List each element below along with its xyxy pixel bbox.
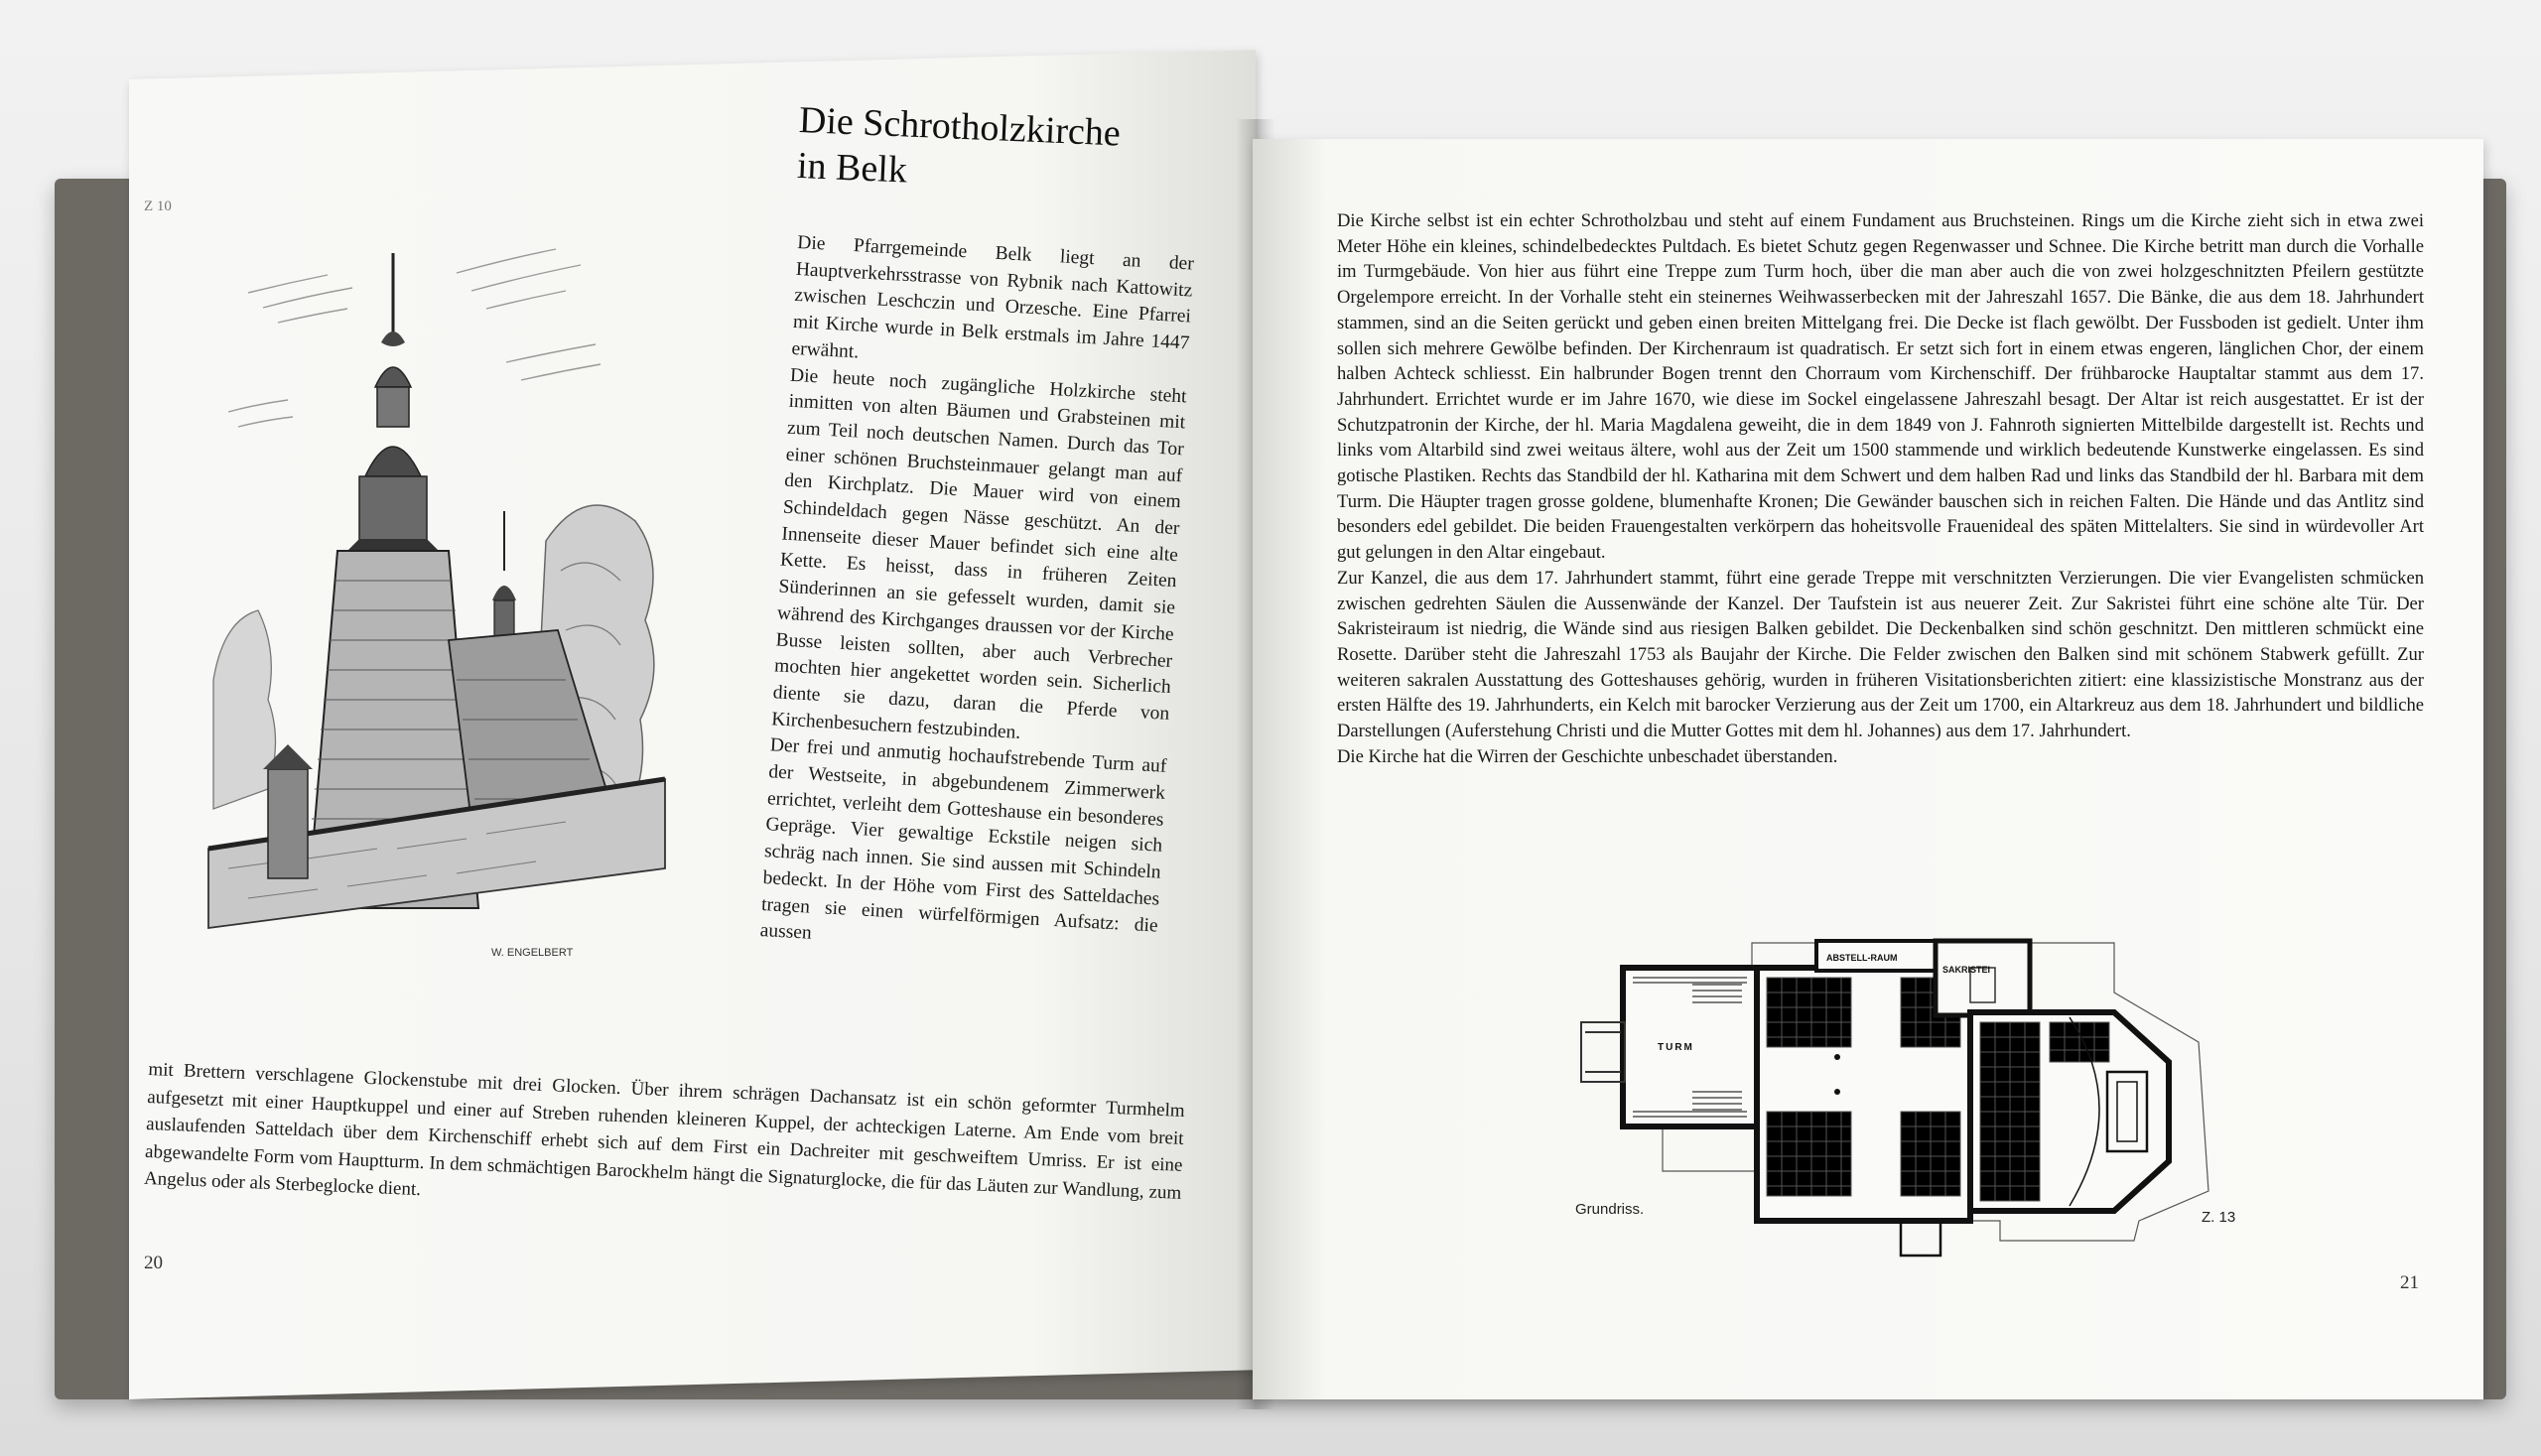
- page-title: [796, 97, 1236, 206]
- right-page-text: [1337, 208, 2424, 769]
- title-line-1: Die Schrotholzkirche: [798, 98, 1122, 155]
- paragraph: Die heute noch zugängliche Holzkirche steht inmitten von alten Bäumen und Grabsteinen mit zum Teil noch deutschen Namen. Durch das Tor einer schönen Bruchsteinmauer gelangt man auf den Kirchplatz. Die Mauer wird von einem Schindeldach gegen Nässe geschützt. An der Innenseite dieser Mauer befindet sich eine alte Kette. Es heisst, dass in früheren Zeiten Sünderinnen an sie gefesselt wurden, damit sie während des Kirchganges draussen vor der Kirche Busse leisten sollten, aber auch Verbrecher mochten hier angekettet worden sein. Sicherlich diente sie dazu, daran die Pferde von Kirchenbesuchern festzubinden.: [770, 364, 1188, 743]
- room-label-abstellraum: ABSTELL-RAUM: [1826, 953, 1898, 963]
- left-column-text: [759, 230, 1194, 967]
- page-number-right: 21: [2400, 1272, 2419, 1293]
- marginal-mark: Z 10: [144, 199, 172, 214]
- church-sketch: [189, 213, 675, 968]
- page-number-left: 20: [144, 1253, 163, 1273]
- paragraph: Zur Kanzel, die aus dem 17. Jahrhundert stammt, führt eine gerade Treppe mit verschnitzten Verzierungen. Die vier Evangelisten schmücken zwischen gedrehten Säulen die Aussenwände der Kanzel. Der Taufstein ist aus neuerer Zeit. Zur Sakristei führt eine schöne alte Tür. Der Sakristeiraum ist niedrig, die Wände sind aus riesigen Balken gebildet. Die Deckenbalken sind schön geschnitzt. Den mittleren schmückt eine Rosette. Darüber steht die Jahreszahl 1753 als Baujahr der Kirche. Die Felder zwischen den Balken sind mit schönem Stabwerk gefüllt. Zur weiteren sakralen Ausstattung des Gotteshauses gehörig, wurden in früheren Visitationsberichten zitiert: eine klassizistische Monstranz aus der ersten Hälfte des 19. Jahrhunderts, ein Kelch mit barocker Verzierung aus der Zeit um 1700, ein Altarkreuz aus dem 18. Jahrhundert und bildliche Darstellungen (Auferstehung Christi und die Mutter Gottes mit dem hl. Johannes) aus dem 17. Jahrhundert.: [1337, 567, 2424, 742]
- paragraph: Der frei und anmutig hochaufstrebende Turm auf der Westseite, in abgebundenem Zimmerwerk errichtet, verleiht dem Gotteshause ein besonderes Gepräge. Vier gewaltige Eckstile neigen sich schräg nach innen. Sie sind aussen mit Schindeln bedeckt. In der Höhe vom First des Satteldaches tragen sie einen würfelförmigen Aufsatz: die aussen: [759, 734, 1167, 945]
- paragraph: mit Brettern verschlagene Glockenstube mit drei Glocken. Über ihrem schrägen Dachansatz ist ein schön geformter Turmhelm aufgesetzt mit einer Hauptkuppel und einer auf Streben ruhenden kleineren Kuppel, der achteckigen Laterne. Am Ende vom breit auslaufenden Satteldach über dem Kirchenschiff erhebt sich auf dem First ein Dachreiter mit geschweiftem Umriss. Er ist eine abgewandelte Form vom Hauptturm. In dem schmächtigen Barockhelm hängt die Signaturglocke, die für das Läuten zur Wandlung, zum Angelus oder als Sterbeglocke dient.: [143, 1058, 1186, 1204]
- paragraph: Die Kirche hat die Wirren der Geschichte unbeschadet überstanden.: [1337, 745, 1838, 767]
- floor-plan: [1573, 923, 2218, 1260]
- room-label-turm: TURM: [1658, 1042, 1694, 1053]
- room-label-sakristei: SAKRISTEI: [1942, 965, 1991, 975]
- figure-reference: Z. 13: [2202, 1209, 2236, 1226]
- title-line-2: in Belk: [796, 144, 908, 192]
- floorplan-caption: Grundriss.: [1575, 1201, 1645, 1218]
- drawing-signature: W. ENGELBERT: [491, 947, 574, 959]
- paragraph: Die Kirche selbst ist ein echter Schrotholzbau und steht auf einem Fundament aus Bruchsteinen. Rings um die Kirche zieht sich in etwa zwei Meter Höhe ein kleines, schindelbedecktes Pultdach. Es bietet Schutz gegen Regenwasser und Schnee. Die Kirche betritt man durch die Vorhalle im Turmgebäude. Von hier aus führt eine Treppe zum Turm hoch, über die man aber auch die von zwei holzgeschnitzten Pfeilern gestützte Orgelempore erreicht. In der Vorhalle steht ein steinernes Weihwasserbecken mit der Jahreszahl 1657. Die Bänke, die aus dem 18. Jahrhundert stammen, sind an die Seiten gerückt und geben einen breiten Mittelgang frei. Die Decke ist flach gewölbt. Der Fussboden ist gedielt. Unter ihm sollen sich mehrere Gewölbe befinden. Der Kirchenraum ist quadratisch. Er setzt sich fort in einem etwas engeren, länglichen Chor, der einem halben Achteck schliesst. Ein halbrunder Bogen trennt den Chorraum vom Kirchenschiff. Der frühbarocke Hauptaltar stammt aus dem 17. Jahrhundert. Errichtet wurde er im Jahre 1670, wie diese im Sockel eingelassene Jahreszahl besagt. Der Altar ist reich ausgestattet. Er ist der Schutzpatronin der Kirche, der hl. Maria Magdalena geweiht, die in dem 1849 von J. Fahnroth signierten Mittelbilde dargestellt ist. Rechts und links vom Altarbild sind zwei weitaus ältere, wohl aus der Zeit um 1500 stammende und wirklich bedeutende Kunstwerke eingelassen. Es sind gotische Plastiken. Rechts das Standbild der hl. Katharina mit dem Schwert und dem halben Rad und links das Standbild der hl. Barbara mit dem Turm. Die Häupter tragen grosse goldene, blumenhafte Kronen; Die Gewänder bauschen sich in reichen Falten. Die Hände und das Antlitz sind besonders edel gebildet. Die beiden Frauengestalten verkörpern das hoheitsvolle Frauenideal des späten Mittelalters. Sie sind in würdevoller Art gut gelungen in den Altar eingebaut.: [1337, 210, 2424, 564]
- paragraph: Die Pfarrgemeinde Belk liegt an der Hauptverkehrsstrasse von Rybnik nach Kattowitz zwischen Leschczin und Orzesche. Eine Pfarrei mit Kirche wurde in Belk erstmals im Jahre 1447 erwähnt.: [790, 231, 1195, 363]
